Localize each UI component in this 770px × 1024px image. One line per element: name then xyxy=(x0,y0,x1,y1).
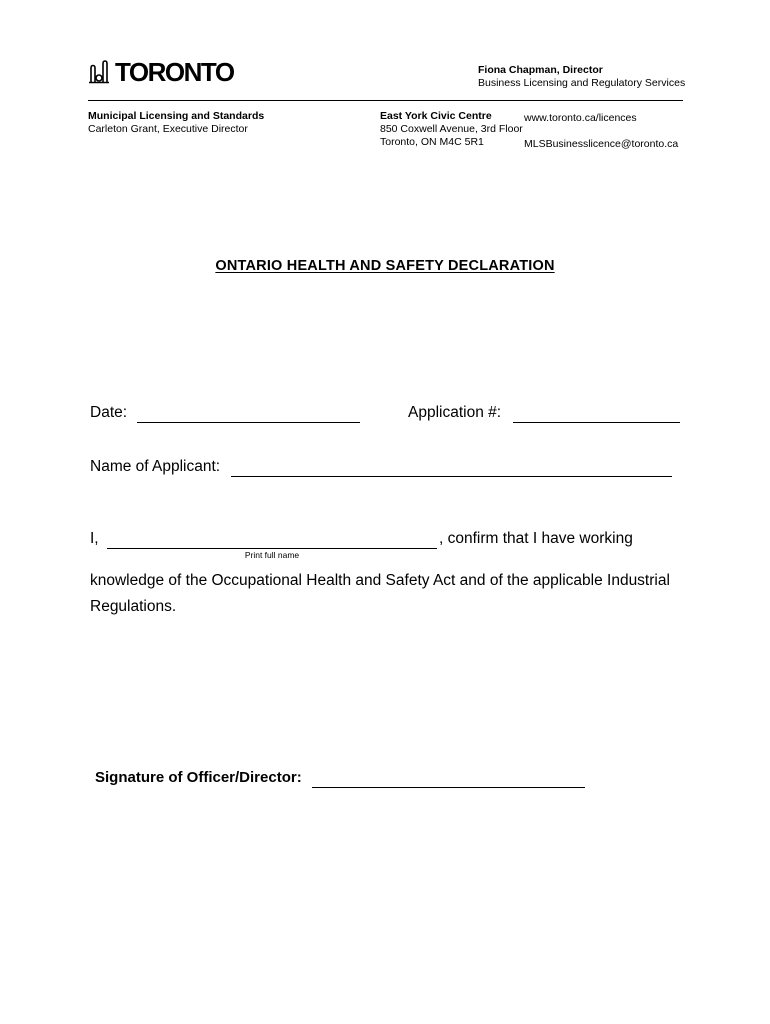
header-right-block xyxy=(478,64,685,90)
toronto-city-hall-icon xyxy=(88,58,110,85)
declarant-name-field[interactable] xyxy=(107,529,437,549)
signature-label: Signature of Officer/Director: xyxy=(95,769,302,786)
date-field[interactable] xyxy=(137,403,360,423)
print-full-name-hint: Print full name xyxy=(244,550,300,560)
date-label: Date: xyxy=(90,404,128,421)
toronto-logo xyxy=(88,58,234,85)
page-title xyxy=(0,258,770,274)
division-director: Carleton Grant, Executive Director xyxy=(88,123,248,135)
division-block xyxy=(88,110,264,136)
declaration-prefix: I, xyxy=(90,530,99,547)
page-title-text: ONTARIO HEALTH AND SAFETY DECLARATION xyxy=(215,258,555,274)
office-block xyxy=(380,110,523,149)
office-address-1: 850 Coxwell Avenue, 3rd Floor xyxy=(380,123,523,135)
applicant-name-label: Name of Applicant: xyxy=(90,458,221,475)
director-department: Business Licensing and Regulatory Services xyxy=(478,77,686,89)
declaration-line-3: Regulations. xyxy=(90,598,177,615)
toronto-wordmark: TORONTO xyxy=(115,56,234,87)
applicant-name-field[interactable] xyxy=(231,457,672,477)
header-divider xyxy=(88,100,683,101)
office-name: East York Civic Centre xyxy=(380,110,492,122)
declaration-line-2: knowledge of the Occupational Health and Safety Act and of the applicable Industrial xyxy=(90,572,670,589)
application-number-label: Application #: xyxy=(408,404,502,421)
website-text: www.toronto.ca/licences xyxy=(524,112,637,124)
email-text: MLSBusinesslicence@toronto.ca xyxy=(524,138,679,150)
declaration-suffix: , confirm that I have working xyxy=(439,530,633,547)
division-name: Municipal Licensing and Standards xyxy=(88,110,265,122)
director-name: Fiona Chapman, Director xyxy=(478,64,603,76)
contact-block xyxy=(524,112,678,151)
application-number-field[interactable] xyxy=(513,403,680,423)
office-address-2: Toronto, ON M4C 5R1 xyxy=(380,136,484,148)
signature-field[interactable] xyxy=(312,768,585,788)
